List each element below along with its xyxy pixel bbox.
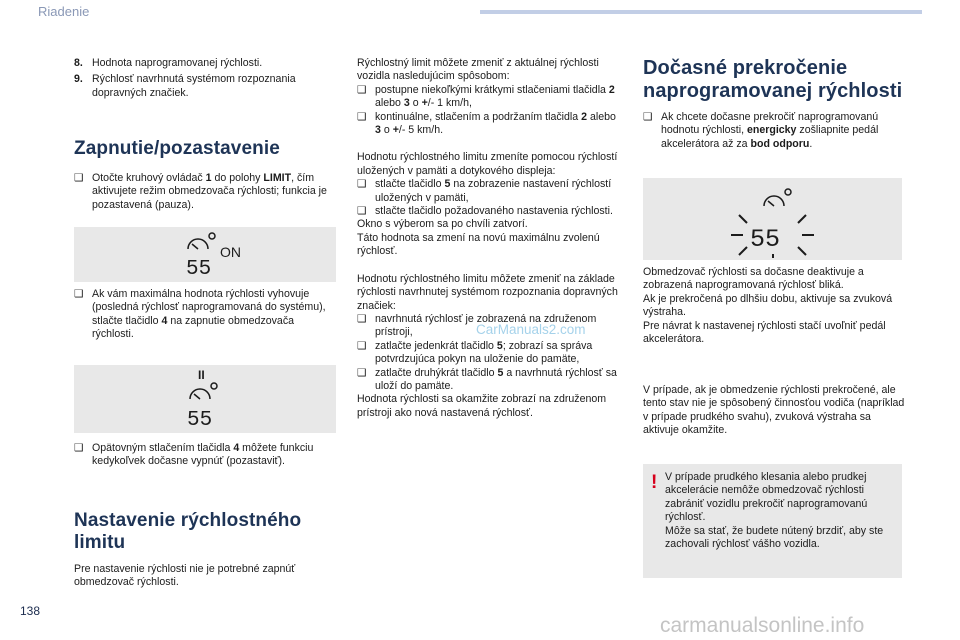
- deactivate-text: Obmedzovač rýchlosti sa dočasne deaktivuje a zobrazená naprogramovaná rýchlosť bliká.: [643, 266, 864, 292]
- bullet-activate: ❑ Ak vám maximálna hodnota rýchlosti vyhovuje (posledná rýchlosť naprogramovaná do systému), stlačte tlačidlo 4 na zapnutie obmedzovača rýchlosti.: [74, 288, 326, 341]
- bullet-icon: ❑: [357, 366, 367, 379]
- page-number: 138: [20, 604, 41, 618]
- warning-text-brake: Môže sa stať, že budete nútený brzdiť, aby ste zachovali rýchlosť vášho vozidla.: [665, 524, 884, 551]
- bullet-icon: ❑: [357, 178, 367, 191]
- new-value-text: Táto hodnota sa zmení na novú maximálnu zvolenú rýchlosť.: [357, 231, 600, 258]
- intro-text: Rýchlostný limit môžete zmeniť z aktuálnej rýchlosti vozidla nasledujúcim spôsobom:: [357, 57, 599, 83]
- list-item: ❑ navrhnutá rýchlosť je zobrazená na združenom prístroji,: [357, 312, 597, 339]
- bullet-icon: ❑: [357, 205, 367, 218]
- signs-intro: Hodnotu rýchlostného limitu môžete zmeniť na základe rýchlosti navrhnutej systémom rozpoznania dopravných značiek:: [357, 272, 618, 312]
- list-item: ❑ kontinuálne, stlačením a podržaním tlačidla 2 alebo 3 o +/- 5 km/h.: [357, 110, 616, 137]
- speed-value: 55: [186, 258, 212, 281]
- heading-docasne: Dočasné prekročenie naprogramovanej rýchlosti: [643, 57, 903, 102]
- heading-zapnutie: Zapnutie/pozastavenie: [74, 138, 280, 159]
- on-label: ON: [220, 244, 241, 260]
- list-item: ❑ postupne niekoľkými krátkymi stlačeniami tlačidla 2 alebo 3 o +/- 1 km/h,: [357, 83, 615, 110]
- para-nastavenie: Pre nastavenie rýchlosti nie je potrebné zapnúť obmedzovač rýchlosti.: [74, 563, 296, 589]
- bullet-icon: ❑: [74, 288, 84, 300]
- bullet-limit: ❑ Otočte kruhový ovládač 1 do polohy LIMIT, čím aktivujete režim obmedzovača rýchlosti; funkcia je pozastavená (pauza).: [74, 172, 327, 211]
- memory-intro: Hodnotu rýchlostného limitu zmeníte pomocou rýchlostí uložených v pamäti a dotykového displeja:: [357, 151, 618, 177]
- exceed-info: [643, 266, 908, 346]
- list-item: ❑ stlačte tlačidlo požadovaného nastavenia rýchlosti.: [357, 205, 613, 218]
- icon-panel-pause: [74, 365, 336, 433]
- warning-icon: !: [651, 472, 658, 493]
- speed-limiter-on-icon: [74, 227, 336, 282]
- heading-nastavenie: Nastavenie rýchlostného limitu: [74, 510, 302, 553]
- watermark-carmanuals2: CarManuals2.com: [476, 322, 586, 337]
- slope-info: V prípade, ak je obmedzenie rýchlosti prekročené, ale tento stav nie je spôsobený činnosťou vodiča (napríklad v prípade prudkého svahu), zvuková výstraha sa aktivuje okamžite.: [643, 384, 905, 437]
- middle-column: [357, 57, 619, 420]
- bullet-icon: ❑: [357, 339, 367, 352]
- list-item-9: 9. Rýchlosť navrhnutá systémom rozpoznania dopravných značiek.: [74, 73, 296, 99]
- watermark-carmanualsonline: carmanualsonline.info: [660, 614, 865, 637]
- bullet-icon: ❑: [74, 172, 84, 184]
- list-item: ❑ zatlačte jedenkrát tlačidlo 5; zobrazí sa správa potvrdzujúca pokyn na uloženie do pamäte,: [357, 339, 593, 366]
- window-close-text: Okno s výberom sa po chvíli zatvorí.: [357, 218, 528, 231]
- section-header: Riadenie: [38, 4, 90, 19]
- speed-value: 55: [187, 409, 213, 432]
- bullet-icon: ❑: [643, 111, 653, 123]
- bullet-icon: ❑: [357, 83, 367, 96]
- list-item-8: 8. Hodnota naprogramovanej rýchlosti.: [74, 57, 263, 69]
- speed-limiter-blink-icon: [643, 178, 902, 260]
- bullet-icon: ❑: [357, 110, 367, 123]
- warning-box: [643, 464, 902, 578]
- bullet-icon: ❑: [357, 312, 367, 325]
- alarm-text: Ak je prekročená po dlhšiu dobu, aktivuje sa zvuková výstraha.: [643, 292, 893, 319]
- list-item: ❑ stlačte tlačidlo 5 na zobrazenie nastavení rýchlostí uložených v pamäti,: [357, 178, 612, 204]
- icon-panel-on: [74, 227, 336, 282]
- speed-value: 55: [750, 225, 781, 254]
- return-text: Pre návrat k nastavenej rýchlosti stačí uvoľniť pedál akcelerátora.: [643, 319, 886, 346]
- icon-panel-blink: [643, 178, 902, 260]
- list-item: ❑ zatlačte druhýkrát tlačidlo 5 a navrhnutá rýchlosť sa uloží do pamäte.: [357, 366, 617, 392]
- speed-limiter-pause-icon: [74, 365, 336, 433]
- bullet-exceed: ❑ Ak chcete dočasne prekročiť naprogramovanú hodnotu rýchlosti, energicky zošliapnite pedál akcelerátora až za bod odporu.: [643, 111, 879, 150]
- bullet-pause: ❑ Opätovným stlačením tlačidla 4 môžete funkciu kedykoľvek dočasne vypnúť (pozastaviť).: [74, 442, 314, 468]
- left-column: [74, 57, 336, 100]
- outro-text: Hodnota rýchlosti sa okamžite zobrazí na združenom prístroji ako nová nastavená rýchlosť.: [357, 393, 607, 419]
- header-bar: [480, 10, 922, 14]
- bullet-icon: ❑: [74, 442, 84, 454]
- pause-symbol: II: [198, 368, 205, 382]
- warning-text: V prípade prudkého klesania alebo prudkej akcelerácie nemôže obmedzovač rýchlosti zabrániť vozidlu prekročiť naprogramovanú rýchlosť.: [665, 471, 868, 524]
